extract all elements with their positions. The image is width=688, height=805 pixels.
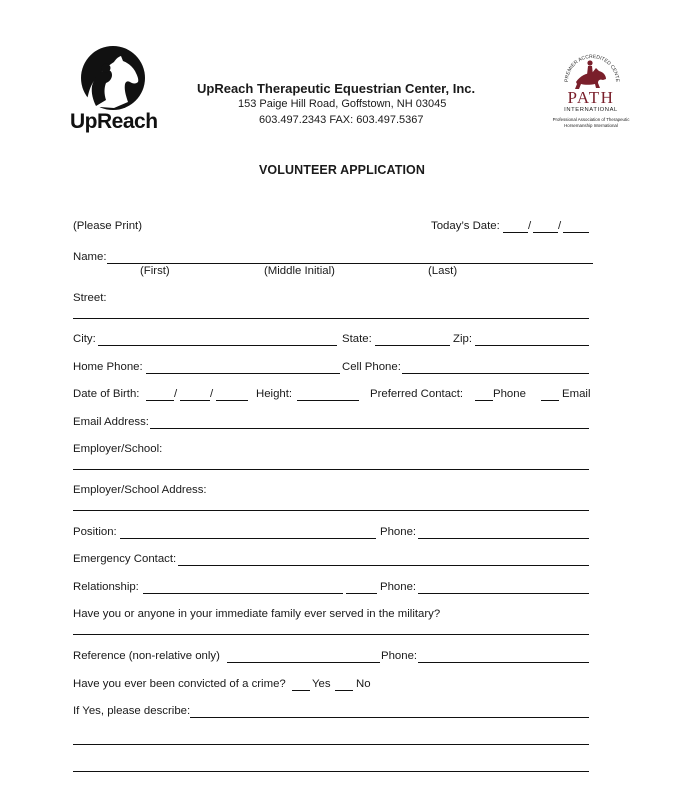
position-phone-label: Phone: [380,526,417,538]
reference-field[interactable] [227,662,380,663]
cell-phone-label: Cell Phone: [342,361,401,373]
todays-date-day-field[interactable] [533,232,558,233]
city-label: City: [73,333,96,345]
describe-label: If Yes, please describe: [73,705,191,717]
dob-year-field[interactable] [216,400,248,401]
reference-phone-field[interactable] [418,662,589,663]
relationship-phone-field[interactable] [418,593,589,594]
emergency-contact-field[interactable] [178,565,589,566]
describe-field-line-2[interactable] [73,744,589,745]
last-name-caption: (Last) [428,265,458,277]
position-label: Position: [73,526,117,538]
organization-phone-fax: 603.497.2343 FAX: 603.497.5367 [259,114,424,126]
height-field[interactable] [297,400,359,401]
employer-school-address-label: Employer/School Address: [73,484,207,496]
cell-phone-field[interactable] [402,373,589,374]
path-logo-text: PATH [567,88,615,107]
todays-date-month-field[interactable] [503,232,528,233]
emergency-contact-label: Emergency Contact: [73,553,177,565]
date-slash: / [558,220,562,232]
organization-address: 153 Paige Hill Road, Goffstown, NH 03045 [238,98,447,110]
date-slash: / [174,388,178,400]
name-field[interactable] [107,263,593,264]
please-print-note: (Please Print) [73,220,143,232]
street-label: Street: [73,292,107,304]
describe-field-line-1[interactable] [190,717,589,718]
crime-yes-checkbox[interactable] [292,690,310,691]
city-field[interactable] [98,345,337,346]
dob-day-field[interactable] [180,400,210,401]
position-field[interactable] [120,538,376,539]
describe-field-line-3[interactable] [73,771,589,772]
preferred-phone-option: Phone [493,388,526,400]
upreach-logo-text: UpReach [70,110,158,133]
crime-no-option: No [356,678,371,690]
home-phone-field[interactable] [146,373,340,374]
path-international-logo [540,46,642,132]
todays-date-label: Today’s Date: [431,220,500,232]
crime-no-checkbox[interactable] [335,690,353,691]
military-answer-field[interactable] [73,634,589,635]
middle-initial-caption: (Middle Initial) [264,265,335,277]
svg-text:PREMIER ACCREDITED CENTER [540,46,620,83]
relationship-field[interactable] [143,593,343,594]
employer-school-label: Employer/School: [73,443,163,455]
relationship-label: Relationship: [73,581,139,593]
preferred-email-checkbox[interactable] [541,400,559,401]
zip-label: Zip: [453,333,472,345]
reference-label: Reference (non-relative only) [73,650,220,662]
date-slash: / [210,388,214,400]
preferred-email-option: Email [562,388,591,400]
email-address-label: Email Address: [73,416,149,428]
path-logo-sub: INTERNATIONAL [564,107,618,113]
zip-field[interactable] [475,345,589,346]
path-arc-text: PREMIER ACCREDITED CENTE [563,53,621,83]
path-caption-1: Professional Association of Therapeutic [552,117,630,122]
first-name-caption: (First) [140,265,170,277]
military-question: Have you or anyone in your immediate family ever served in the military? [73,608,441,620]
form-title: VOLUNTEER APPLICATION [259,163,425,177]
relationship-phone-label: Phone: [380,581,417,593]
state-field[interactable] [375,345,450,346]
position-phone-field[interactable] [418,538,589,539]
name-label: Name: [73,251,107,263]
street-field[interactable] [73,318,589,319]
preferred-contact-label: Preferred Contact: [370,388,464,400]
dob-month-field[interactable] [146,400,174,401]
email-address-field[interactable] [150,428,589,429]
upreach-logo [68,44,158,136]
employer-school-address-field[interactable] [73,510,589,511]
crime-yes-option: Yes [312,678,331,690]
date-slash: / [528,220,532,232]
crime-question: Have you ever been convicted of a crime? [73,678,286,690]
state-label: State: [342,333,372,345]
height-label: Height: [256,388,293,400]
preferred-phone-checkbox[interactable] [475,400,493,401]
relationship-field-extension[interactable] [346,593,377,594]
date-of-birth-label: Date of Birth: [73,388,140,400]
reference-phone-label: Phone: [381,650,418,662]
employer-school-field[interactable] [73,469,589,470]
organization-name: UpReach Therapeutic Equestrian Center, Inc. [197,81,476,96]
home-phone-label: Home Phone: [73,361,143,373]
todays-date-year-field[interactable] [563,232,589,233]
path-caption-2: Horsemanship International [564,123,618,128]
